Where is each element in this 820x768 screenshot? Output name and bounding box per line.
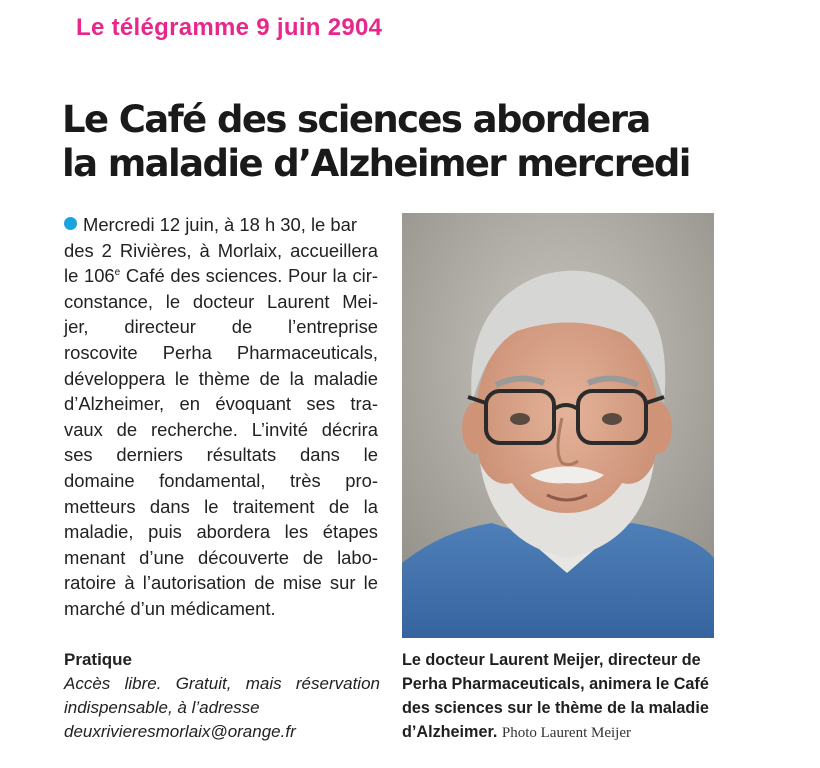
source-note: Le télégramme 9 juin 2904 <box>76 14 383 41</box>
superscript-e: e <box>114 267 121 279</box>
practical-line: Accès libre. Gratuit, mais réservation <box>64 674 380 693</box>
article-headline <box>62 98 782 186</box>
body-line: constance, le docteur Laurent Mei- <box>64 290 378 312</box>
body-line: metteurs dans le traitement de la <box>64 495 378 517</box>
practical-title: Pratique <box>64 650 133 669</box>
practical-line: indispensable, à l’adresse <box>64 698 260 717</box>
contact-email: deuxrivieresmorlaix@orange.fr <box>64 722 296 741</box>
article-body <box>64 212 378 622</box>
body-line: menant d’une découverte de labo- <box>64 546 378 568</box>
body-line: développera le thème de la maladie <box>64 367 378 389</box>
body-line: des 2 Rivières, à Morlaix, accueillera <box>64 239 378 261</box>
caption-line: Perha Pharmaceuticals, animera le Café <box>402 675 709 693</box>
body-line: ratoire à l’autorisation de mise sur le <box>64 572 378 594</box>
body-line: Mercredi 12 juin, à 18 h 30, le bar <box>64 212 378 238</box>
body-line: ses derniers résultats dans le <box>64 444 378 466</box>
headline-line-1: Le Café des sciences abordera <box>62 98 650 141</box>
portrait-photo <box>402 213 714 638</box>
body-line: jer, directeur de l’entreprise <box>64 316 378 338</box>
body-line: domaine fondamental, très pro- <box>64 469 378 491</box>
body-line: le 106e Café des sciences. Pour la cir- <box>64 265 378 287</box>
caption-line: d’Alzheimer. Photo Laurent Meijer <box>402 723 631 741</box>
body-line: vaux de recherche. L’invité décrira <box>64 418 378 440</box>
bullet-dot-icon <box>64 217 77 230</box>
body-line: marché d’un médicament. <box>64 597 276 619</box>
headline-line-2: la maladie d’Alzheimer mercredi <box>62 142 690 185</box>
practical-info <box>64 648 380 744</box>
body-line: d’Alzheimer, en évoquant ses tra- <box>64 393 378 415</box>
caption-line: des sciences sur le thème de la maladie <box>402 699 709 717</box>
photo-credit: Photo Laurent Meijer <box>501 725 631 741</box>
body-line: maladie, puis abordera les étapes <box>64 521 378 543</box>
caption-line: Le docteur Laurent Meijer, directeur de <box>402 651 701 669</box>
photo-caption <box>402 648 720 745</box>
body-line: roscovite Perha Pharmaceuticals, <box>64 341 378 363</box>
